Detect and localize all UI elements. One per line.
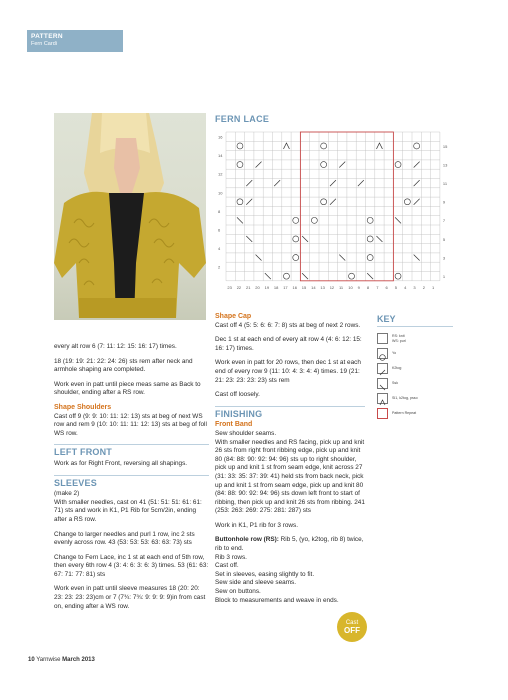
key-item: [377, 348, 453, 359]
heading-finishing: FINISHING: [215, 406, 365, 419]
paragraph: Work in K1, P1 rib for 3 rows.: [215, 521, 298, 529]
col-label: 17: [283, 284, 288, 290]
col-label: 18: [273, 284, 279, 290]
row-label: 9: [442, 199, 446, 205]
ssk-symbol: [302, 273, 308, 279]
page-footer: [28, 657, 95, 663]
paragraph: (make 2) With smaller needles, cast on 41 (51: 51: 51: 61: 61: 71) sts and work in K1, P1 Rib for 5cm/2in, ending after a RS row.: [54, 490, 202, 523]
k2tog-icon: [377, 363, 388, 374]
col-label: 5: [394, 284, 398, 290]
yo-symbol: [293, 217, 299, 223]
k2tog-symbol: [339, 162, 345, 168]
yo-symbol: [414, 143, 420, 149]
knit-purl-icon: [377, 333, 388, 344]
issue-date: March 2013: [62, 657, 95, 663]
key-item: [377, 393, 453, 404]
yo-symbol: [293, 236, 299, 242]
yo-symbol: [367, 255, 373, 261]
ssk-symbol: [246, 236, 252, 242]
col-label: 13: [320, 284, 325, 290]
row-label: 12: [218, 171, 223, 177]
key-label: Yo: [392, 351, 397, 356]
chart-title: FERN LACE: [215, 114, 270, 124]
col-label: 4: [404, 284, 407, 290]
col-label: 6: [385, 284, 388, 290]
heading-left-front: LEFT FRONT: [54, 444, 209, 457]
key-item: [377, 333, 453, 344]
row-label: 5: [442, 236, 446, 242]
psso-symbol: [376, 143, 382, 149]
col-label: 8: [366, 284, 370, 290]
row-label: 3: [442, 255, 446, 261]
col-label: 14: [311, 284, 316, 290]
yo-symbol: [321, 199, 327, 205]
k2tog-symbol: [414, 162, 420, 168]
key-item: [377, 378, 453, 389]
col-label: 1: [431, 284, 435, 290]
page-number: 10: [28, 657, 35, 663]
ssk-symbol: [395, 217, 401, 223]
yo-symbol: [395, 273, 401, 279]
key-label: Sl1, k2tog, psso: [392, 396, 418, 401]
paragraph: Cast off loosely.: [215, 391, 260, 399]
yo-symbol: [321, 162, 327, 168]
row-label: 10: [218, 190, 223, 196]
col-label: 16: [292, 284, 297, 290]
k2tog-symbol: [246, 180, 252, 186]
row-label: 16: [218, 134, 223, 140]
row-label: 7: [442, 218, 446, 224]
badge-line1: Cast: [345, 620, 359, 626]
paragraph: Rib 3 rows. Cast off. Set in sleeves, easing slightly to fit. Sew side and sleeve seams. Sew on buttons. Block to measurements and weave in ends.: [215, 553, 339, 604]
col-label: 19: [264, 284, 270, 290]
k2tog-symbol: [414, 199, 420, 205]
col-label: 7: [376, 284, 379, 290]
paragraph: Work even in patt until piece meas same as Back to shoulder, ending after a RS row.: [54, 380, 201, 397]
paragraph: Change to larger needles and purl 1 row, inc 2 sts evenly across row. 43 (53: 53: 53: 63: 63: 73) sts: [54, 530, 195, 547]
col-label: 12: [329, 284, 335, 290]
row-label: 13: [442, 162, 448, 168]
yo-symbol: [367, 236, 373, 242]
ssk-symbol: [302, 236, 308, 242]
key-item: [377, 408, 453, 419]
fern-lace-chart: [214, 128, 462, 296]
section-tag: [27, 30, 123, 52]
ssk-symbol: [237, 217, 243, 223]
paragraph: Dec 1 st at each end of every alt row 4 (4: 6: 12: 15: 16: 17) times.: [215, 336, 362, 352]
key-label: K2tog: [392, 366, 402, 371]
yo-symbol: [395, 162, 401, 168]
paragraph: [215, 536, 365, 553]
col-label: 15: [301, 284, 307, 290]
paragraph: Sew shoulder seams. With smaller needles and RS facing, pick up and knit 26 sts from right front ribbing edge, pick up and knit 80 (84: 88: 90: 92: 94: 96) sts up to right shoulder, pick up and knit 1 st from seam edge, knit across 27 (31: 33: 35: 37: 39: 41) held sts from back neck, pick up and knit 1 st from seam edge, pick up and knit 80 (84: 88: 90: 92: 94: 96) sts down left front to start of ribbing, then pick up and knit 26 sts from ribbing. 241 (253: 263: 269: 275: 281: 287) sts: [215, 429, 365, 515]
paragraph: Work even in patt until sleeve measures 18 (20: 20: 23: 23: 23: 23)cm or 7 (7¾: 7¾: 9: 9: 9: 9)in from cast on, ending after a WS row.: [54, 585, 206, 610]
yo-symbol: [367, 217, 373, 223]
magazine-name: Yarnwise: [36, 657, 61, 663]
yo-symbol: [283, 273, 289, 279]
cast-off-badge: [337, 612, 367, 642]
row-label: 4: [218, 246, 221, 252]
col-label: 9: [357, 284, 360, 290]
yo-symbol: [349, 273, 355, 279]
paragraph: Cast off 4 (5: 5: 6: 6: 7: 8) sts at beg of next 2 rows.: [215, 321, 361, 329]
k2tog-symbol: [330, 180, 336, 186]
badge-line2: OFF: [344, 626, 360, 635]
yo-symbol: [237, 143, 243, 149]
heading-sleeves: SLEEVES: [54, 475, 209, 488]
yo-symbol: [237, 199, 243, 205]
paragraph: Cast off 9 (9: 9: 10: 11: 12: 13) sts at beg of next WS row and rem 9 (10: 10: 11: 11: 12: 13) sts at beg of foll WS row.: [54, 412, 207, 437]
buttonhole-label: Buttonhole row (RS):: [215, 536, 279, 544]
col-label: 10: [348, 284, 353, 290]
col-label: 21: [245, 284, 251, 290]
ssk-symbol: [376, 236, 382, 242]
section-label: PATTERN: [31, 33, 63, 40]
k2tog-symbol: [330, 199, 336, 205]
ssk-symbol: [367, 273, 373, 279]
row-label: 15: [442, 143, 448, 149]
yo-symbol: [321, 143, 327, 149]
yo-symbol: [237, 162, 243, 168]
heading-shape-shoulders: Shape Shoulders: [54, 403, 112, 411]
col-label: 11: [338, 284, 344, 290]
pattern-repeat-icon: [377, 408, 388, 419]
ssk-symbol: [256, 255, 262, 261]
buttonhole-text: Rib 5, (yo, k2tog, rib 8) twice, rib to end.: [215, 536, 364, 553]
key-label: Pattern Repeat: [392, 411, 417, 416]
k2tog-symbol: [256, 162, 262, 168]
key-item: [377, 363, 453, 374]
paragraph: Work even in patt for 20 rows, then dec 1 st at each end of every row 9 (11: 10: 4: 3: 4: 4) times. 19 (21: 21: 23: 23: 23: 23) sts rem: [215, 359, 361, 384]
row-label: 2: [218, 264, 221, 270]
paragraph: Work as for Right Front, reversing all shapings.: [54, 459, 188, 467]
section-subtitle: Fern Cardi: [31, 41, 57, 47]
row-label: 14: [218, 153, 223, 159]
key-label: Ssk: [392, 381, 398, 386]
model-photo: [54, 113, 206, 320]
key-label: RS: knit WS: purl: [392, 334, 406, 343]
ssk-icon: [377, 378, 388, 389]
paragraph: 18 (19: 19: 21: 22: 24: 26) sts rem after neck and armhole shaping are completed.: [54, 357, 193, 374]
col-label: 3: [413, 284, 416, 290]
yo-symbol: [404, 199, 410, 205]
ssk-symbol: [339, 255, 345, 261]
col-label: 20: [255, 284, 260, 290]
k2tog-symbol: [246, 199, 252, 205]
psso-symbol: [283, 143, 289, 149]
ssk-symbol: [265, 273, 271, 279]
chart-key: [377, 314, 453, 423]
k2tog-symbol: [358, 180, 364, 186]
yo-symbol: [293, 255, 299, 261]
ssk-symbol: [414, 255, 420, 261]
row-label: 6: [218, 227, 221, 233]
heading-front-band: Front Band: [215, 421, 253, 429]
row-label: 11: [442, 181, 448, 187]
row-label: 8: [218, 208, 221, 214]
right-column: [215, 313, 365, 611]
key-title: KEY: [377, 314, 453, 327]
k2tog-symbol: [414, 180, 420, 186]
heading-shape-cap: Shape Cap: [215, 313, 252, 320]
yo-icon: [377, 348, 388, 359]
col-label: 23: [227, 284, 232, 290]
k2tog-symbol: [274, 180, 280, 186]
sl1-k2tog-psso-icon: [377, 393, 388, 404]
left-column: [54, 343, 209, 617]
col-label: 22: [236, 284, 242, 290]
paragraph: every alt row 6 (7: 11: 12: 15: 16: 17) times.: [54, 343, 177, 350]
row-label: 1: [442, 274, 446, 280]
yo-symbol: [311, 217, 317, 223]
col-label: 2: [422, 284, 425, 290]
paragraph: Change to Fern Lace, inc 1 st at each end of 5th row, then every 6th row 4 (3: 4: 6: 3: 6: 3) times. 53 (61: 63: 67: 71: 77: 81) sts: [54, 553, 209, 578]
